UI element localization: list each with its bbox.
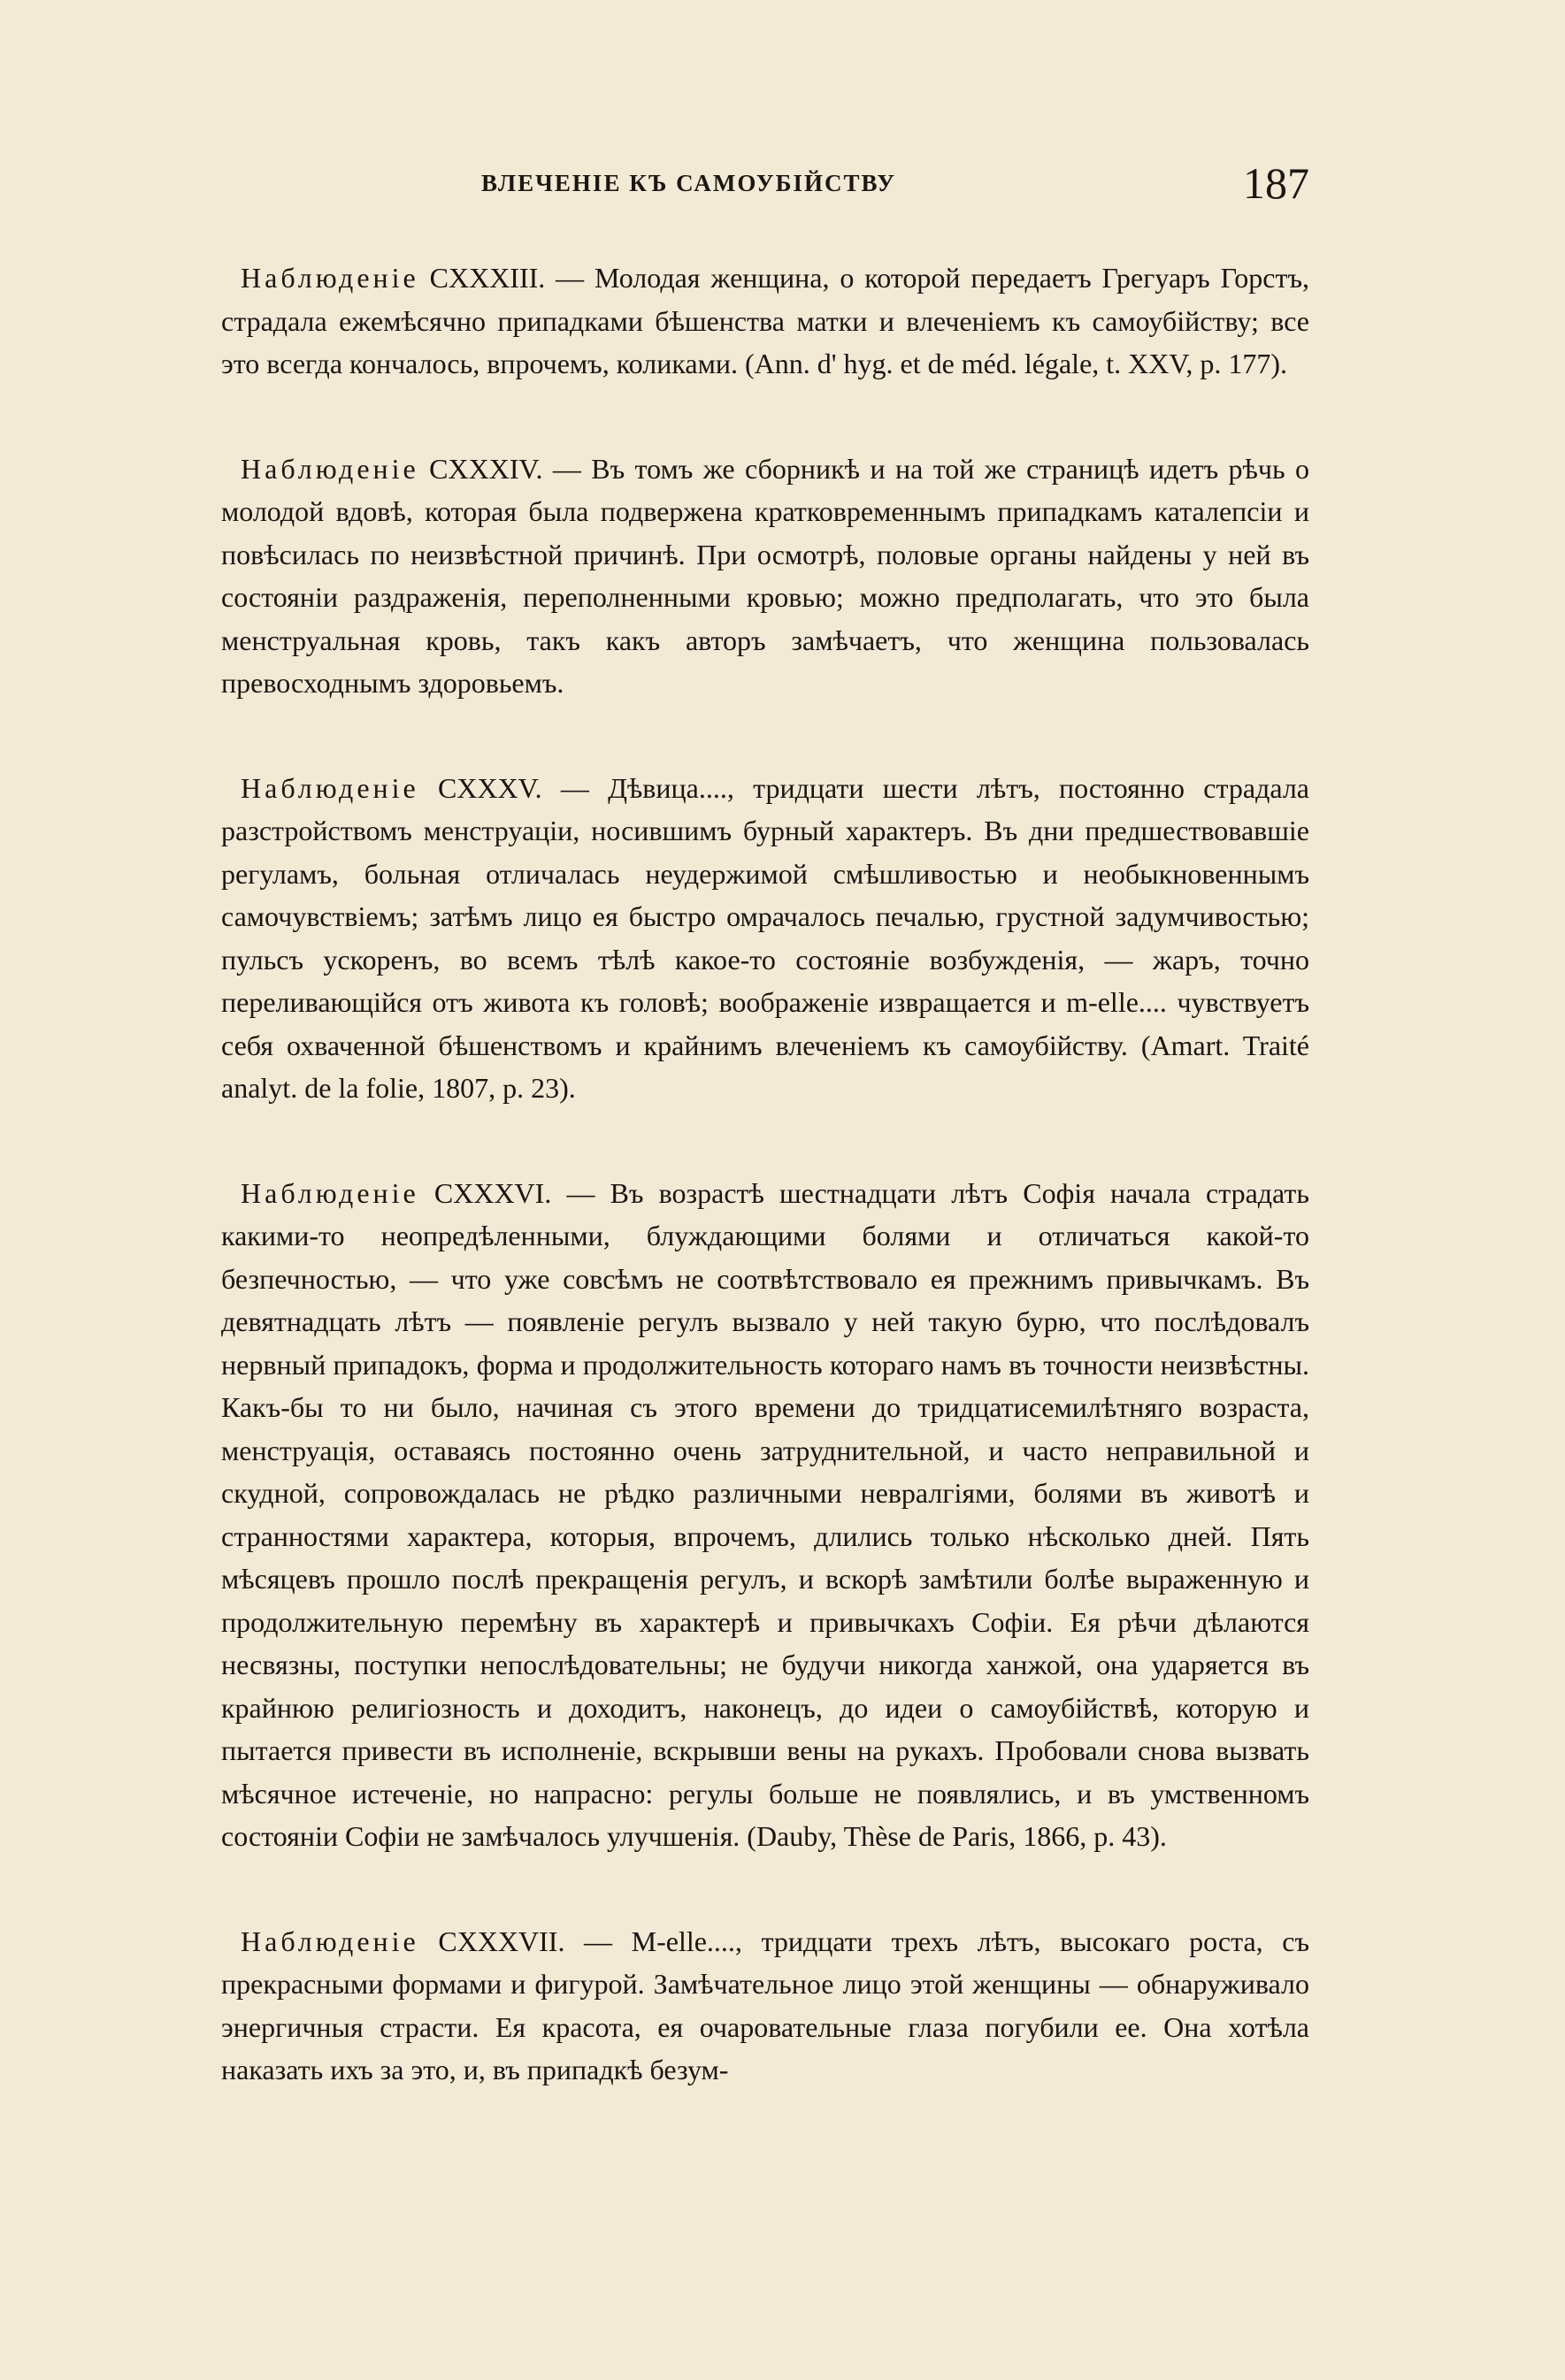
observation-paragraph (221, 767, 1309, 1110)
observation-label: Наблюденіе (241, 771, 419, 804)
observation-label: Наблюденіе (241, 262, 419, 294)
observation-text: CXXXIV. — Въ томъ же сборникѣ и на той же страницѣ идетъ рѣчь о молодой вдовѣ, которая была подвержена кратковременнымъ припадкамъ каталепсіи и повѣсилась по неизвѣстной причинѣ. При осмотрѣ, половые органы найдены у ней въ состояніи раздраженія, переполненными кровью; можно предполагать, что это была менструальная кровь, такъ какъ авторъ замѣчаетъ, что женщина пользовалась превосходнымъ здоровьемъ. (221, 452, 1309, 699)
observation-text: CXXXIII. — Молодая женщина, о которой передаетъ Грегуаръ Горстъ, страдала ежемѣсячно припадками бѣшенства матки и влеченіемъ къ самоубійству; все это всегда кончалось, впрочемъ, коликами. (Ann. d' hyg. et de méd. légale, t. XXV, p. 177). (221, 262, 1309, 379)
body-text (221, 256, 1309, 2092)
observation-text: CXXXVII. — M-elle...., тридцати трехъ лѣтъ, высокаго роста, съ прекрасными формами и фигурой. Замѣчательное лицо этой женщины — обнаруживало энергичныя страсти. Ея красота, ея очаровательные глаза погубили ее. Она хотѣла наказать ихъ за это, и, въ припадкѣ безум- (221, 1925, 1309, 2085)
observation-text: CXXXV. — Дѣвица...., тридцати шести лѣтъ, постоянно страдала разстройствомъ менструаціи, носившимъ бурный характеръ. Въ дни предшествовавшіе регуламъ, больная отличалась неудержимой смѣшливостью и необыкновеннымъ самочувствіемъ; затѣмъ лицо ея быстро омрачалось печалью, грустной задумчивостью; пульсъ ускоренъ, во всемъ тѣлѣ какое-то состояніе возбужденія, — жаръ, точно переливающійся отъ живота къ головѣ; воображеніе извращается и m-elle.... чувствуетъ себя охваченной бѣшенствомъ и крайнимъ влеченіемъ къ самоубійству. (Amart. Traité analyt. de la folie, 1807, p. 23). (221, 771, 1309, 1104)
observation-paragraph (221, 256, 1309, 386)
observation-label: Наблюденіе (241, 1925, 419, 1957)
running-title: ВЛЕЧЕНІЕ КЪ САМОУБІЙСТВУ (481, 170, 897, 196)
page-header (221, 157, 1309, 219)
observation-label: Наблюденіе (241, 452, 419, 485)
observation-paragraph (221, 1172, 1309, 1858)
observation-paragraph (221, 448, 1309, 705)
observation-label: Наблюденіе (241, 1176, 419, 1209)
observation-text: CXXXVI. — Въ возрастѣ шестнадцати лѣтъ Софія начала страдать какими-то неопредѣленными, блуждающими болями и отличаться какой-то безпечностью, — что уже совсѣмъ не соотвѣтствовало ея прежнимъ привычкамъ. Въ девятнадцать лѣтъ — появленіе регулъ вызвало у ней такую бурю, что послѣдовалъ нервный припадокъ, форма и продолжительность котораго намъ въ точности неизвѣстны. Какъ-бы то ни было, начиная съ этого времени до тридцатисемилѣтняго возраста, менструація, оставаясь постоянно очень затруднительной, и часто неправильной и скудной, сопровождалась не рѣдко различными невралгіями, болями въ животѣ и странностями характера, которыя, впрочемъ, длились только нѣсколько дней. Пять мѣсяцевъ прошло послѣ прекращенія регулъ, и вскорѣ замѣтили болѣе выраженную и продолжительную перемѣну въ характерѣ и привычкахъ Софіи. Ея рѣчи дѣлаются несвязны, поступки непослѣдовательны; не будучи никогда ханжой, она ударяется въ крайнюю религіозность и доходитъ, наконецъ, до идеи о самоубійствѣ, которую и пытается привести въ исполненіе, вскрывши вены на рукахъ. Пробовали снова вызвать мѣсячное истеченіе, но напрасно: регулы больше не появлялись, и въ умственномъ состояніи Софіи не замѣчалось улучшенія. (Dauby, Thèse de Paris, 1866, p. 43). (221, 1176, 1309, 1852)
observation-paragraph (221, 1920, 1309, 2092)
page-number: 187 (1243, 158, 1309, 208)
